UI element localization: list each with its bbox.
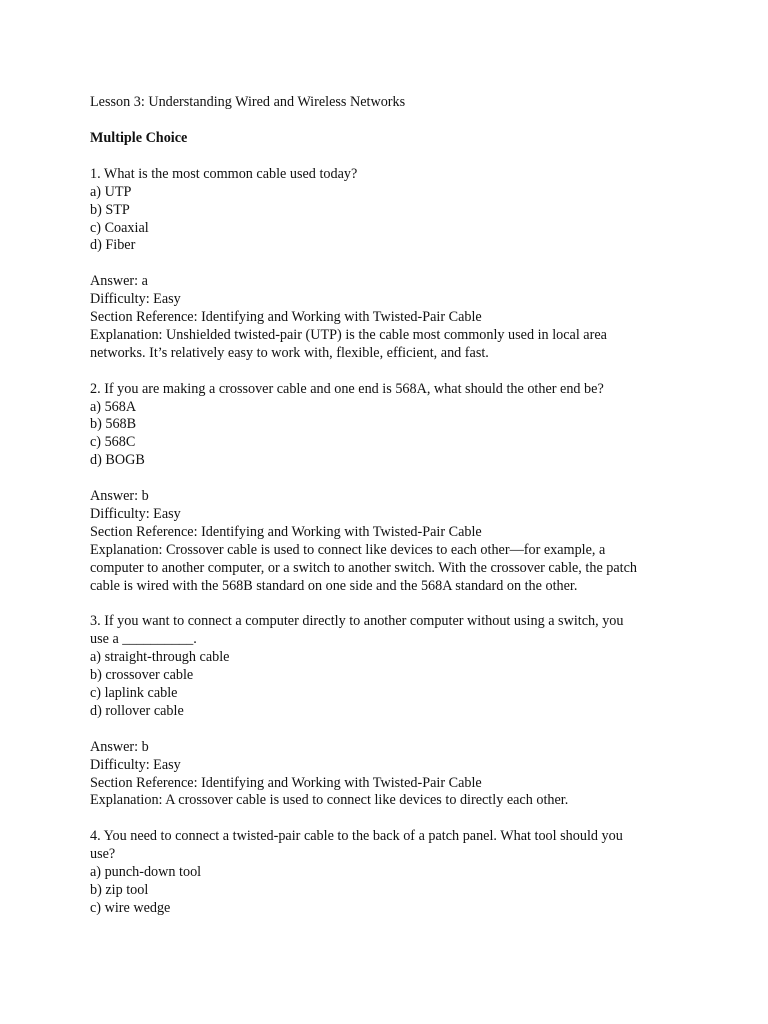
question-4 [90, 828, 690, 918]
option-d: d) BOGB [90, 452, 145, 469]
answer: Answer: b [90, 738, 149, 755]
document-content [90, 94, 690, 936]
option-b: b) crossover cable [90, 667, 194, 684]
option-c: c) laplink cable [90, 685, 178, 702]
explanation-line: cable is wired with the 568B standard on one side and the 568A standard on the other. [90, 577, 578, 594]
question-text: use? [90, 846, 116, 863]
question-text: 4. You need to connect a twisted-pair cable to the back of a patch panel. What tool should you [90, 828, 623, 845]
question-text: 3. If you want to connect a computer directly to another computer without using a switch, you [90, 613, 624, 630]
option-a: a) straight-through cable [90, 649, 230, 666]
option-d: d) rollover cable [90, 702, 184, 719]
option-c: c) Coaxial [90, 219, 149, 236]
option-a: a) UTP [90, 183, 132, 200]
answer: Answer: a [90, 273, 148, 290]
option-a: a) punch-down tool [90, 864, 202, 881]
option-a: a) 568A [90, 398, 137, 415]
option-c: c) 568C [90, 434, 136, 451]
document-title: Lesson 3: Understanding Wired and Wireless Networks [90, 94, 406, 110]
explanation-line: computer to another computer, or a switch to another switch. With the crossover cable, the patch [90, 559, 638, 576]
explanation-line: Explanation: A crossover cable is used to connect like devices to directly each other. [90, 792, 569, 809]
question-2 [90, 381, 690, 471]
option-b: b) 568B [90, 416, 137, 433]
section-reference: Section Reference: Identifying and Working with Twisted-Pair Cable [90, 523, 482, 540]
answer-block-3 [90, 739, 690, 811]
option-b: b) STP [90, 201, 130, 218]
explanation-line: Explanation: Unshielded twisted-pair (UTP) is the cable most commonly used in local area [90, 326, 607, 343]
explanation-line: networks. It’s relatively easy to work with, flexible, efficient, and fast. [90, 344, 489, 361]
question-text: use a __________. [90, 631, 197, 648]
answer-block-1 [90, 273, 690, 363]
option-b: b) zip tool [90, 881, 149, 898]
difficulty: Difficulty: Easy [90, 756, 181, 773]
explanation-line: Explanation: Crossover cable is used to connect like devices to each other—for example, a [90, 541, 606, 558]
section-reference: Section Reference: Identifying and Working with Twisted-Pair Cable [90, 309, 482, 326]
difficulty: Difficulty: Easy [90, 505, 181, 522]
question-text: 1. What is the most common cable used today? [90, 165, 358, 182]
option-d: d) Fiber [90, 237, 136, 254]
question-1 [90, 166, 690, 256]
answer: Answer: b [90, 488, 149, 505]
question-text: 2. If you are making a crossover cable and one end is 568A, what should the other end be? [90, 380, 604, 397]
answer-block-2 [90, 488, 690, 595]
difficulty: Difficulty: Easy [90, 291, 181, 308]
section-heading: Multiple Choice [90, 129, 188, 146]
section-reference: Section Reference: Identifying and Working with Twisted-Pair Cable [90, 774, 482, 791]
option-c: c) wire wedge [90, 899, 171, 916]
question-3 [90, 613, 690, 720]
